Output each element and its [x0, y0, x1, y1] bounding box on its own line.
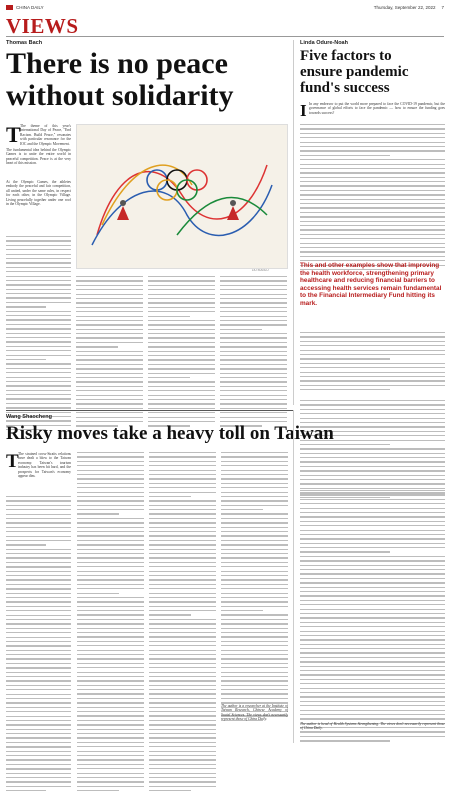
article-3-text-col-2 [77, 452, 144, 794]
issue-date: Thursday, September 22, 2022 [373, 5, 436, 10]
article-2-text-bottom-2 [300, 400, 445, 501]
article-2-text-bottom [300, 332, 445, 393]
article-2-pull-quote: This and other examples show that improving the health workforce, strengthening primary healthcare and reducing financial barriers to accessing health services remain fundamental to the Financial Intermediary Fund hitting its mark. [300, 262, 442, 307]
article-1-text-col-3 [148, 276, 215, 430]
article-3-headline: Risky moves take a heavy toll on Taiwan [6, 423, 334, 444]
column-separator-bottom [293, 410, 294, 743]
article-3-body-1: The strained cross-Straits relations have dealt a blow to the Taiwan economy. Taiwan's tourism industry has been hit hard, and the prospects for Taiwan's economy appear dim. [18, 452, 71, 479]
article-2-headline-line-3: fund's success [300, 80, 390, 96]
article-3-author-note: The author is a researcher at the Institute of Taiwan Research, Chinese Academy of Social Sciences. The views don't necessarily represent those of China Daily. [221, 704, 288, 722]
publication-logo [6, 5, 13, 10]
article-3-dropcap: T [6, 451, 19, 472]
article-3-byline: Wang Shaocheng [6, 414, 52, 420]
article-1-headline-line-2: without solidarity [6, 79, 234, 112]
article-1-illustration [76, 124, 288, 269]
article-1-byline: Thomas Bach [6, 40, 43, 46]
article-2-headline-line-2: ensure pandemic [300, 64, 409, 80]
article-3-text-col-3 [149, 452, 216, 794]
article-2-dropcap: I [300, 101, 307, 120]
page-number: 7 [441, 5, 444, 10]
article-2-text-bottom-3 [300, 490, 445, 745]
olympic-illustration-image [77, 125, 287, 268]
publication-name: CHINA DAILY [16, 5, 44, 10]
bottom-section-rule [6, 410, 293, 411]
article-2-author-note: The author is head of Health Systems Strengthening. The views don't necessarily represent those of China Daily. [300, 722, 445, 731]
article-1-headline-line-1: There is no peace [6, 47, 228, 80]
article-1-text-col-1 [6, 236, 71, 434]
masthead-left [6, 5, 44, 10]
article-1-body-1: The fundamental idea behind the Olympic Games is to unite the entire world in peaceful competition. Peace is at the very heart of this mission. [6, 148, 71, 166]
article-3-text-col-1 [6, 496, 71, 795]
section-rule [6, 36, 444, 37]
article-1-dropcap: T [6, 122, 21, 147]
article-1-text-col-4 [220, 276, 287, 430]
article-3-text-col-4 [221, 452, 288, 724]
article-2-intro: In any endeavor to put the world more prepared to face the COVID-19 pandemic, but the governance of global efforts to face the pandemic — how to ensure the funding goes towards success? [309, 102, 445, 115]
masthead [6, 4, 444, 14]
article-2-byline: Linda Odure-Noah [300, 40, 348, 46]
article-1-lead: The theme of this year's International Day of Peace, "End Racism. Build Peace," resonates with particular resonance for the IOC and the Olympic Movement. [20, 124, 71, 146]
section-title: VIEWS [6, 14, 79, 38]
article-1-body-2: At the Olympic Games, the athletes embody the peaceful and fair competition, all united, under the same rules, in respect for each other, in the Olympic Village. Living peacefully together under one roof in the Olympic Village. [6, 180, 71, 207]
article-2-text-top [300, 124, 445, 273]
column-separator [293, 40, 294, 405]
illustration-credit: LIU XIAOLU [252, 268, 269, 272]
article-2-headline-line-1: Five factors to [300, 48, 392, 64]
article-1-text-col-2 [76, 276, 143, 430]
masthead-right [374, 5, 444, 10]
